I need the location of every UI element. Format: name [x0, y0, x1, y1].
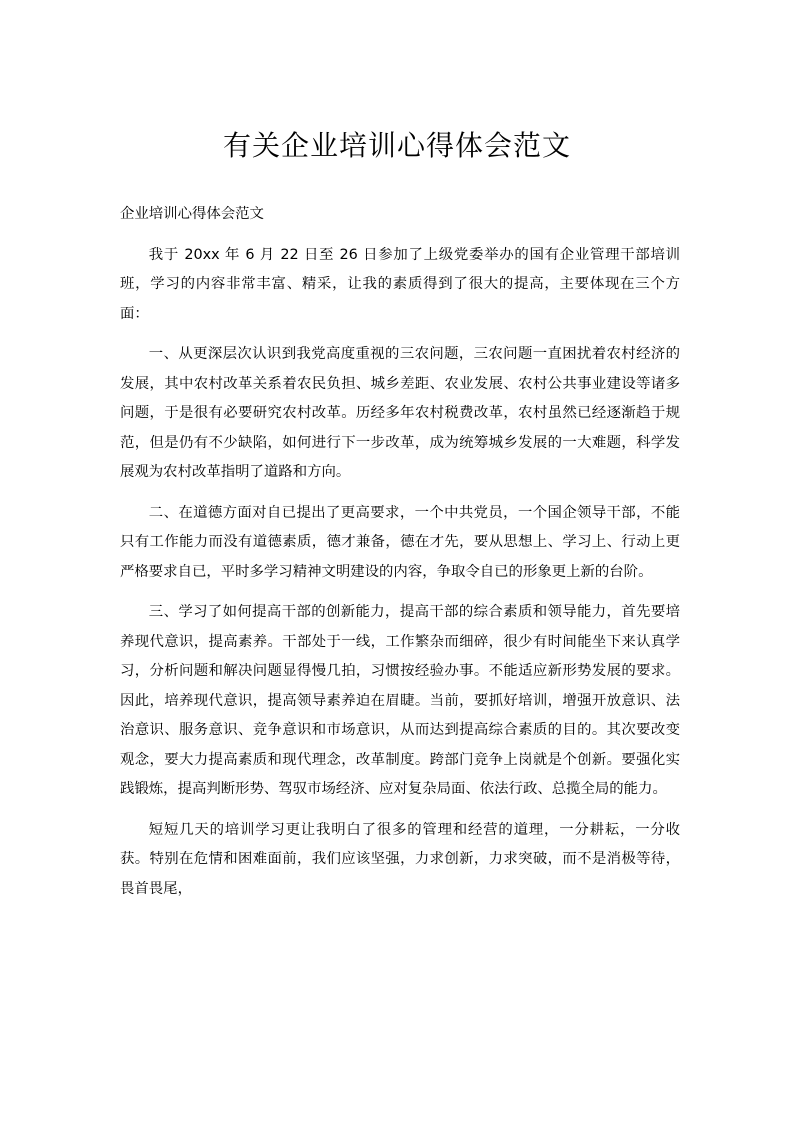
- paragraph-point-one: 一、从更深层次认识到我党高度重视的三农问题，三农问题一直困扰着农村经济的发展，其中农村改革关系着农民负担、城乡差距、农业发展、农村公共事业建设等诸多问题，于是很有必要研究农村改革。历经多年农村税费改革，农村虽然已经逐渐趋于规范，但是仍有不少缺陷，如何进行下一步改革，成为统筹城乡发展的一大难题，科学发展观为农村改革指明了道路和方向。: [120, 346, 680, 480]
- paragraph-point-two: 二、在道德方面对自已提出了更高要求，一个中共党员，一个国企领导干部，不能只有工作能力而没有道德素质，德才兼备，德在才先，要从思想上、学习上、行动上更严格要求自已，平时多学习精神文明建设的内容，争取令自已的形象更上新的台阶。: [120, 504, 680, 580]
- paragraph-intro: 我于 20xx 年 6 月 22 日至 26 日参加了上级党委举办的国有企业管理干部培训班，学习的内容非常丰富、精采，让我的素质得到了很大的提高，主要体现在三个方面：: [120, 246, 680, 322]
- paragraph-point-three: 三、学习了如何提高干部的创新能力，提高干部的综合素质和领导能力，首先要培养现代意识，提高素养。干部处于一线，工作繁杂而细碎，很少有时间能坐下来认真学习，分析问题和解决问题显得慢几拍，习惯按经验办事。不能适应新形势发展的要求。因此，培养现代意识，提高领导素养迫在眉睫。当前，要抓好培训，增强开放意识、法治意识、服务意识、竞争意识和市场意识，从而达到提高综合素质的目的。其次要改变观念，要大力提高素质和现代理念，改革制度。跨部门竞争上岗就是个创新。要强化实践锻炼，提高判断形势、驾驭市场经济、应对复杂局面、依法行政、总揽全局的能力。: [120, 604, 680, 797]
- document-body: [120, 200, 680, 915]
- document-title: 有关企业培训心得体会范文: [222, 129, 571, 162]
- document-subtitle: 企业培训心得体会范文: [120, 206, 264, 222]
- paragraph-conclusion: 短短几天的培训学习更让我明白了很多的管理和经营的道理，一分耕耘，一分收获。特别在危情和困难面前，我们应该坚强，力求创新，力求突破，而不是消极等待，畏首畏尾，: [120, 821, 680, 897]
